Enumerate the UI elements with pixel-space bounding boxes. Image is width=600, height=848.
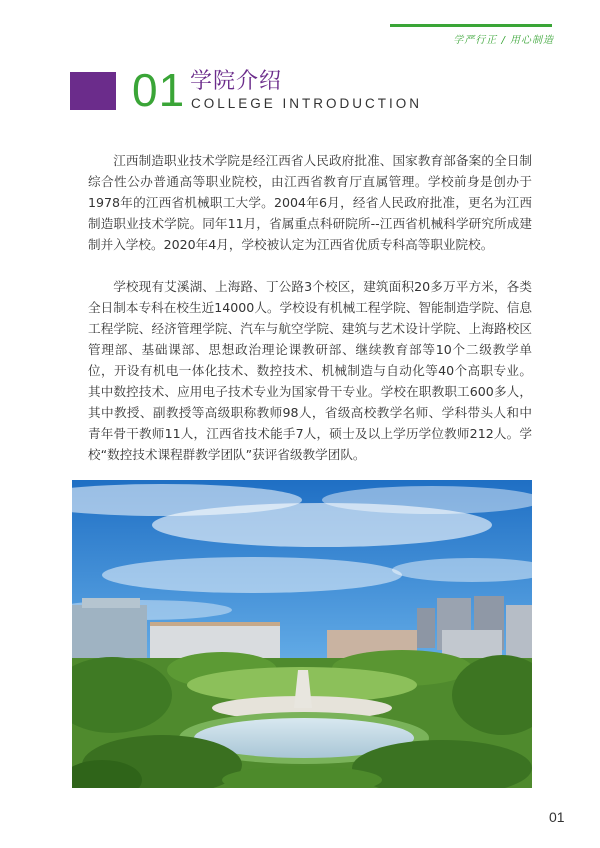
intro-paragraph-2: 学校现有艾溪湖、上海路、丁公路3个校区，建筑面积20多万平方米，各类全日制本专科在校生近14000人。学校设有机械工程学院、智能制造学院、信息工程学院、经济管理学院、汽车与航空学院、建筑与艺术设计学院、上海路校区管理部、基础课部、思想政治理论课教研部、继续教育部等10个二级教学单位，开设有机电一体化技术、数控技术、机械制造与自动化等40个高职专业。其中数控技术、应用电子技术专业为国家骨干专业。学校在职教职工600多人，其中教授、副教授等高级职称教师98人，省级高校教学名师、学科带头人和中青年骨干教师11人，江西省技术能手7人，硕士及以上学历学位教师212人。学校“数控技术课程群教学团队”获评省级教学团队。 [88,279,532,462]
section-number: 01 [132,64,186,116]
page-number: 01 [549,809,565,825]
section-title-english: COLLEGE INTRODUCTION [191,96,423,111]
intro-paragraph-1: 江西制造职业技术学院是经江西省人民政府批准、国家教育部备案的全日制综合性公办普通高等职业院校，由江西省教育厅直属管理。学校前身是创办于1978年的江西省机械职工大学。2004年6月，经省人民政府批准，更名为江西制造职业技术学院。同年11月，省属重点科研院所--江西省机械科学研究所成建制并入学校。2020年4月，学校被认定为江西省优质专科高等职业院校。 [88,153,532,252]
header-motto: 学严行正 / 用心制造 [453,35,554,46]
campus-photo [72,480,532,788]
section-title-chinese: 学院介绍 [190,69,283,94]
header-rule [390,24,552,27]
section-color-block [70,72,116,110]
intro-body [88,150,532,465]
